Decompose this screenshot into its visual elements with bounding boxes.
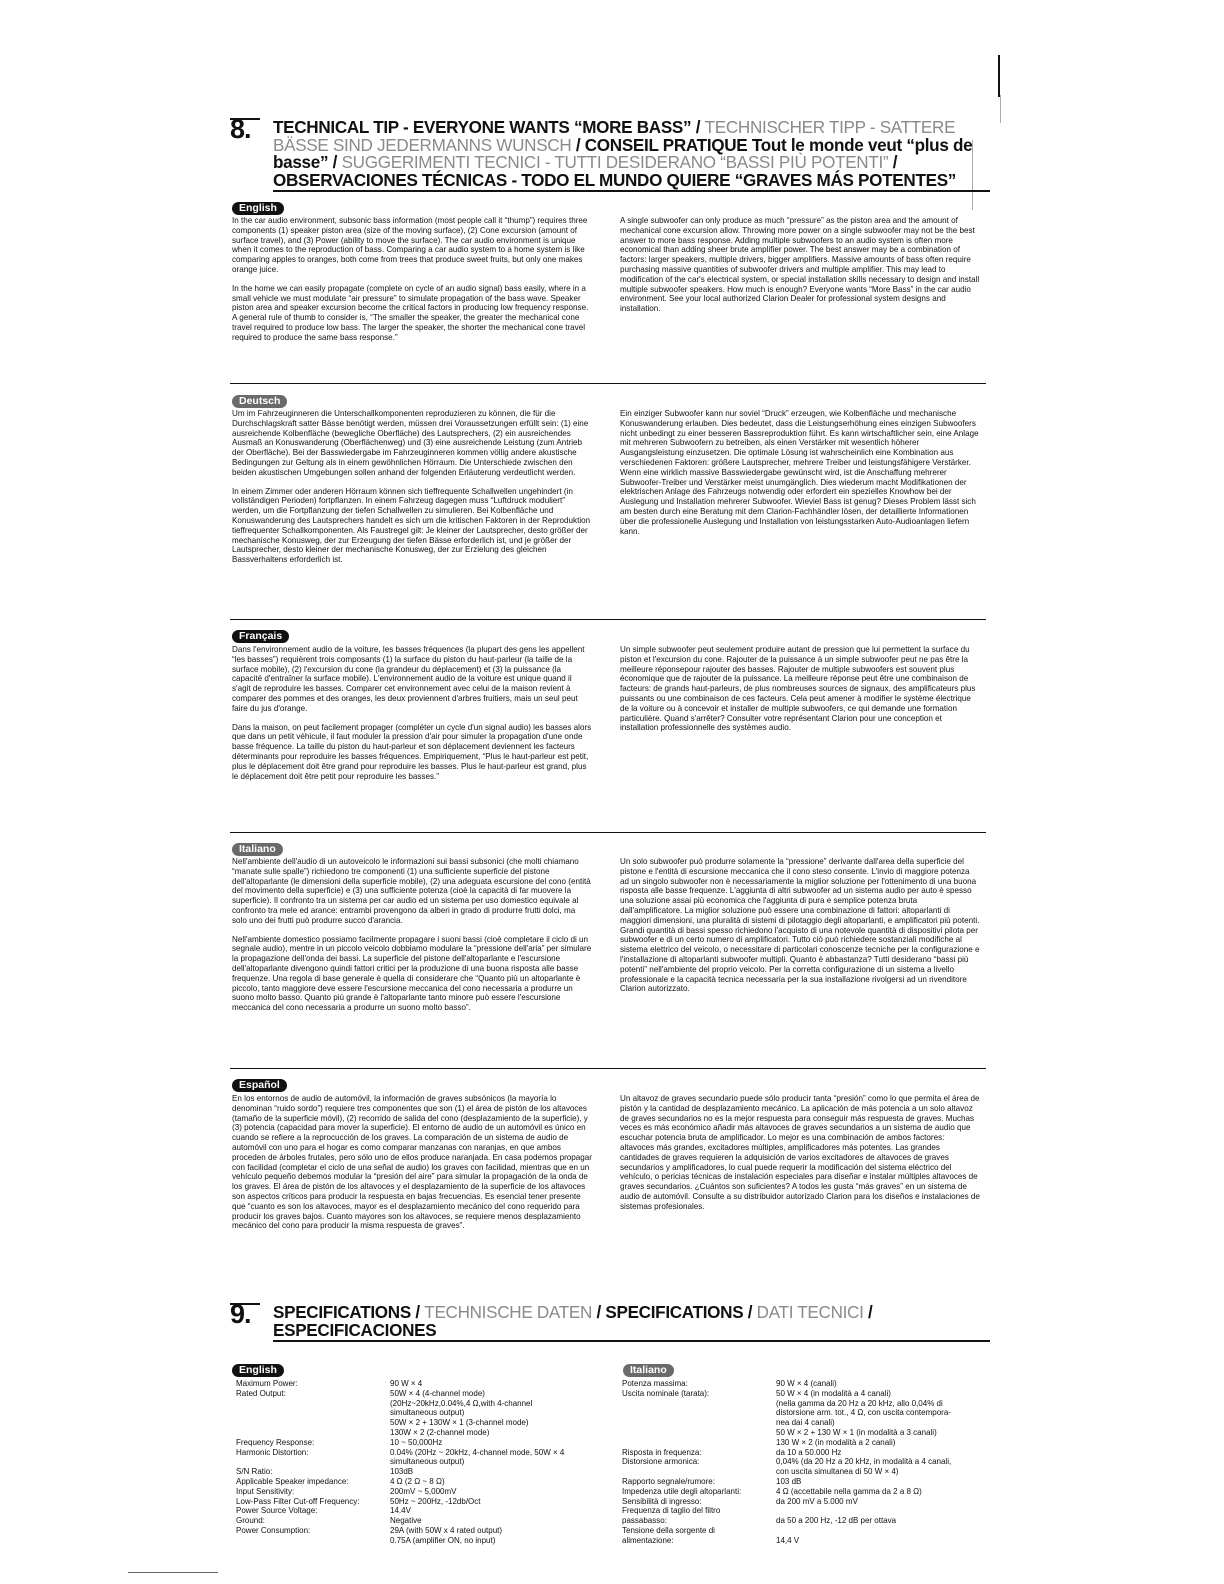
- spec-value: 50Hz ~ 200Hz, -12db/Oct: [390, 1496, 481, 1506]
- deutsch-text-left: [232, 409, 592, 565]
- spec-value: 50 W × 4 (in modalità a 4 canali): [776, 1388, 891, 1398]
- spec-value: nea dai 4 canali): [776, 1418, 835, 1428]
- paragraph: En los entornos de audio de automóvil, la información de graves subsónicos (la mayoría lo denominan “ruido sordo”) requiere tres componentes que son (1) el área de pistón de los altavoces (tamaño de la superficie móvil), (2) recorrido de salida del cono (desplazamiento de la superficie), y (3) potencia (capacidad para mover la superficie). El entorno de audio de un automóvil es único en cuando se refiere a la reprocucción de los graves. La comparación de un sistema de audio de automóvil con uno para el hogar es como comparar manzanas con naranjas, en que ambos proceden de árboles frutales, pero sólo uno de ellos produce naranjada. En casa podemos propagar con facilidad (completar el ciclo de una señal de audio) los graves con facilidad, mientras que en un vehículo pequeño debemos modular la “presión del aire” para simular la propagación de la onda de los graves. El área de pistón de los altavoces y el desplazamiento de la superficie de los altavoces son aspectos críticos para producir la respuesta en bajas frecuencias. Es esencial tener presente que “cuanto es son los altavoces, mayor es el desplazamiento mecánico del cono requerido para producir los graves bajos. Cuanto mayores son los altavoces, se requiere menos desplazamiento mecánico del cono para producir la misma respuesta de graves”.: [232, 1094, 592, 1231]
- title-part: / SPECIFICATIONS /: [592, 1303, 757, 1322]
- spec-row: [622, 1497, 992, 1507]
- spec-label: Rated Output:: [236, 1388, 286, 1398]
- spec-label: Risposta in frequenza:: [622, 1447, 702, 1457]
- language-badge-francais: Français: [232, 630, 289, 643]
- spec-value: 0,04% (da 20 Hz a 20 kHz, in modalità a 4 canali,: [776, 1457, 952, 1467]
- spec-value: simultaneous output): [390, 1457, 465, 1467]
- spec-table-english: [236, 1379, 606, 1546]
- spec-label: [622, 1408, 776, 1418]
- spec-value: 103dB: [390, 1467, 414, 1477]
- spec-row: [622, 1516, 992, 1526]
- spec-value: 200mV ~ 5,000mV: [390, 1486, 457, 1496]
- spec-row: [236, 1408, 606, 1418]
- spec-row: [236, 1457, 606, 1467]
- spec-value: 0.75A (amplifier ON, no input): [390, 1535, 496, 1545]
- spec-label: Input Sensitivity:: [236, 1486, 295, 1496]
- paragraph: Ein einziger Subwoofer kann nur soviel “Druck” erzeugen, wie Kolbenfläche und mechanische Konuswanderung erlauben. Dies bedeutet, dass die Leistungserhöhung eines einzigen Subwoofers nicht unbedingt zu einer besseren Bassreproduktion führt. Es kann wirtschaftlicher sein, eine Anlage mit mehreren Subwoofern zu betreiben, als einen Verstärker mit wesentlich höherer Ausgangsleistung einzusetzen. Die optimale Lösung ist wahrscheinlich eine Kombination aus verschiedenen Faktoren: größere Lautsprecher, mehrere Treiber und leistungsfähigere Verstärker. Wenn eine wirklich massive Basswiedergabe gewünscht wird, ist die Anschaffung mehrerer Subwoofer-Treiber und Verstärker meist unumgänglich. Dies wiederum macht Modifikationen der elektrischen Anlage des Fahrzeugs notwendig oder erfordert ein spezielles Knowhow bei der Auslegung und Installation mehrerer Subwoofer. Wieviel Bass ist genug? Dieses Problem lässt sich am besten durch eine Beratung mit dem Clarion-Fachhändler lösen, der detaillierte Informationen über die professionelle Auslegung und Installation von leistungsstarken Auto-Audioanlagen liefern kann.: [620, 409, 979, 536]
- spec-row: [622, 1379, 992, 1389]
- spec-value: [776, 1526, 992, 1536]
- francais-text-right: [620, 645, 980, 733]
- spec-value: 10 ~ 50,000Hz: [390, 1437, 443, 1447]
- spec-value: da 50 a 200 Hz, -12 dB per ottava: [776, 1516, 897, 1526]
- spec-value: 0.04% (20Hz ~ 20kHz, 4-channel mode, 50W × 4: [390, 1447, 565, 1457]
- english-text-right: [620, 216, 980, 314]
- spec-row: [622, 1526, 992, 1536]
- spec-label: S/N Ratio:: [236, 1467, 273, 1477]
- spec-row: [622, 1438, 992, 1448]
- spec-value: Negative: [390, 1516, 422, 1526]
- language-badge-english: English: [232, 202, 284, 215]
- section-divider: [230, 619, 986, 620]
- english-text-left: [232, 216, 592, 343]
- spec-row: [236, 1448, 606, 1458]
- spec-label: Ground:: [236, 1516, 265, 1526]
- spec-value: 90 W × 4: [390, 1379, 423, 1388]
- spec-label: [236, 1536, 390, 1546]
- spec-value: 130W × 2 (2-channel mode): [390, 1427, 490, 1437]
- spec-value: 50W × 4 (4-channel mode): [390, 1388, 485, 1398]
- section-number: 9.: [230, 1299, 251, 1329]
- spec-label: Maximum Power:: [236, 1379, 298, 1388]
- paragraph: In the home we can easily propagate (complete on cycle of an audio signal) bass easily, where in a small vehicle we must modulate “air pressure” to simulate propagation of the bass wave. Speaker piston area and speaker excursion become the critical factors in producing low frequency response. A general rule of thumb to consider is, “The smaller the speaker, the greater the mechanical cone travel required to produce low bass. The larger the speaker, the shorter the mechanical cone travel required to produce the same bass response.”: [232, 283, 589, 342]
- title-part: / CONSEIL PRATIQUE Tout le monde veut “plus de basse” /: [273, 135, 973, 172]
- language-badge-italiano: Italiano: [232, 843, 283, 856]
- spec-label: [622, 1418, 776, 1428]
- spec-label: Applicable Speaker impedance:: [236, 1476, 349, 1486]
- heading-rule-bottom: [273, 190, 990, 192]
- language-badge-espanol: Español: [232, 1079, 287, 1092]
- language-badge-deutsch: Deutsch: [232, 395, 287, 408]
- spec-value: (nella gamma da 20 Hz a 20 kHz, allo 0,04% di: [776, 1398, 943, 1408]
- spec-label: [236, 1399, 390, 1409]
- spec-label: Harmonic Distortion:: [236, 1447, 309, 1457]
- spec-row: [622, 1448, 992, 1458]
- spec-value: 50W × 2 + 130W × 1 (3-channel mode): [390, 1418, 529, 1428]
- espanol-text-right: [620, 1094, 980, 1212]
- margin-line: [1000, 95, 1001, 123]
- spec-value: distorsione arm. tot., 4 Ω, con uscita contempora-: [776, 1408, 951, 1418]
- spec-label: [622, 1428, 776, 1438]
- paragraph: In the car audio environment, subsonic bass information (most people call it “thump”) requires three components (1) speaker piston area (size of the moving surface), (2) Cone excursion (amount of surface travel), and (3) Power (ability to move the surface). The car audio environment is unique when it comes to the reproduction of bass. Comparing a car audio system to a home system is like comparing apples to oranges, both come from trees that produce sweet fruits, but only one makes orange juice.: [232, 216, 588, 274]
- spec-row: [622, 1428, 992, 1438]
- spec-row: [622, 1467, 992, 1477]
- title-part: TECHNISCHER TIPP - SATTERE BÄSSE SIND JEDERMANNS WUNSCH: [273, 118, 956, 155]
- spec-value: con uscita simultanea di 50 W × 4): [776, 1467, 899, 1477]
- spec-row: [622, 1487, 992, 1497]
- spec-label: Power Source Voltage:: [236, 1506, 318, 1516]
- paragraph: Un solo subwoofer può produrre solamente la “pressione” derivante dall'area della superficie del pistone e l'entità di escursione meccanica che il cono steso consente. L'invio di maggiore potenza ad un singolo subwoofer non è necessariamente la miglior soluzione per l'ottenimento di una buona risposta alle basse frequenze. L'aggiunta di altri subwoofer ad un sistema audio per auto è spesso una soluzione assai più economica che l'aggiunta di pura e semplice potenza bruta dall'amplificatore. La miglior soluzione può essere una combinazione di fattori: altoparlanti di maggiori dimensioni, una pluralità di sistemi di pilotaggio degli altoparlanti, e amplificatori più potenti. Grandi quantità di bassi spesso richiedono l'acquisto di una notevole quantità di dispositivi pilota per subwoofer e di un certo numero di amplificatori. Tutto ciò può richiedere sostanziali modifiche al sistema elettrico del veicolo, o necessitare di particolari conoscenze tecniche per la configurazione e l'installazione di altoparlanti subwoofer multipli. Quanto è abbastanza? Tutti desiderano “bassi più potenti” nell'ambiente del proprio veicolo. Per la corretta configurazione di un sistema a livello professionale e la capacità tecnica necessaria per la sua installazione rivolgersi ad un rivenditore Clarion autorizzato.: [620, 857, 980, 994]
- heading-rule-bottom: [273, 1340, 990, 1342]
- spec-label: [622, 1438, 776, 1448]
- spec-value: [776, 1506, 992, 1516]
- section-divider: [230, 1068, 986, 1069]
- spec-value: (20Hz~20kHz,0.04%,4 Ω,with 4-channel: [390, 1398, 533, 1408]
- spec-label: [236, 1408, 390, 1418]
- section-divider: [230, 832, 986, 833]
- spec-label: [236, 1418, 390, 1428]
- spec-value: 29A (with 50W x 4 rated output): [390, 1525, 503, 1535]
- spec-label: [236, 1457, 390, 1467]
- spec-row: [236, 1379, 606, 1389]
- title-part: / ESPECIFICACIONES: [273, 1303, 873, 1340]
- spec-value: 4 Ω (2 Ω ~ 8 Ω): [390, 1476, 445, 1486]
- spec-row: [622, 1418, 992, 1428]
- spec-label: Power Consumption:: [236, 1525, 311, 1535]
- paragraph: Nell'ambiente domestico possiamo facilmente propagare i suoni bassi (cioè completare il ciclo di un segnale audio), mentre in un piccolo veicolo dobbiamo modulare la “pressione dell'aria” per simulare la propagazione dell'onda dei bassi. La superficie del pistone dell'altoparlante e l'escursione dell'altoparlante divengono quindi fattori critici per la produzione di una buona risposta alle basse frequenze. Una regola di base generale è quella di considerare che “Quanto più un altoparlante è piccolo, tanto maggiore deve essere l'escursione meccanica del cono necessaria a produrre un suono molto basso. Quanto più grande è l'altoparlante tanto minore può essere l'escursione meccanica del cono necessaria a produrre un suono molto basso”.: [232, 934, 592, 1013]
- spec-row: [622, 1389, 992, 1399]
- spec-value: 14,4 V: [776, 1535, 800, 1545]
- spec-row: [236, 1389, 606, 1399]
- spec-value: da 200 mV a 5.000 mV: [776, 1496, 858, 1506]
- spec-row: [236, 1418, 606, 1428]
- spec-row: [236, 1477, 606, 1487]
- spec-row: [622, 1506, 992, 1516]
- spec-value: 103 dB: [776, 1476, 802, 1486]
- spec-value: 130 W × 2 (in modalità a 2 canali): [776, 1437, 896, 1447]
- section-title: [273, 1304, 990, 1339]
- spec-row: [236, 1516, 606, 1526]
- spec-value: da 10 a 50.000 Hz: [776, 1447, 842, 1457]
- paragraph: In einem Zimmer oder anderen Hörraum können sich tieffrequente Schallwellen ungehindert (in vollständigen Perioden) fortpflanzen. In einem Fahrzeug dagegen muss “Luftdruck moduliert” werden, um die Fortpflanzung der tiefen Schallwellen zu simulieren. Bei Kolbenfläche und Konuswanderung des Lautsprechers handelt es sich um die kritischen Faktoren in der Reproduktion tieffrequenter Schallkomponenten. Als Faustregel gilt: Je kleiner der Lautsprecher, desto größer der mechanische Konusweg, der zur Erzeugung der tiefen Bässe erforderlich ist, und je größer der Lautsprecher, desto kleiner der mechanische Konusweg, der zur Erzielung des gleichen Bassverhaltens erforderlich ist.: [232, 486, 591, 565]
- spec-value: 90 W × 4 (canali): [776, 1379, 837, 1388]
- spec-row: [236, 1487, 606, 1497]
- language-badge-italiano: Italiano: [623, 1364, 674, 1377]
- spec-label: [622, 1467, 776, 1477]
- paragraph: A single subwoofer can only produce as much “pressure” as the piston area and the amount of mechanical cone excursion allow. Throwing more power on a single subwoofer may not be the best answer to more bass response. Adding multiple subwoofers to an audio system is often more economical than adding sheer brute amplifier power. The best answer may be a combination of factors: larger speakers, multiple drivers, bigger amplifiers. Massive amounts of bass often require purchasing massive quantities of subwoofer drivers and multiple amplifier. This may lead to modification of the car's electrical system, or special installation skills necessary to design and install multiple subwoofer speakers. How much is enough? Everyone wants “More Bass” in the car audio environment. See your local authorized Clarion Dealer for professional system designs and installation.: [620, 216, 980, 314]
- italiano-text-right: [620, 857, 980, 994]
- spec-row: [236, 1438, 606, 1448]
- spec-row: [236, 1428, 606, 1438]
- spec-label: Frequenza di taglio del filtro: [622, 1506, 721, 1516]
- spec-value: simultaneous output): [390, 1408, 465, 1418]
- registration-mark: [998, 55, 1000, 97]
- spec-row: [236, 1506, 606, 1516]
- spec-row: [622, 1477, 992, 1487]
- spec-label: Distorsione armonica:: [622, 1457, 700, 1467]
- paragraph: Un simple subwoofer peut seulement produire autant de pression que lui permettent la surface du piston et l'excursion du cone. Rajouter de la puissance à un simple subwoofer peut ne pas être la meilleure réponsepour rajouter des basses. Rajouter de multiple subwoofers est souvent plus économique que de rajouter de la puissance. La meilleure réponse peut être une combinaison de facteurs: de grands haut-parleurs, de plus nombreuses sources de signaux, des amplificateurs plus puissants ou une combinaison de ces facteurs. Cela peut amener à modifier le système électrique de la voiture ou à concevoir et installer de multiple subwoofers, ce qui demande une formation particulière. Quand s'arrêter? Consulter votre représentant Clarion pour une conception et installation professionnelle des systèmes audio.: [620, 645, 976, 733]
- francais-text-left: [232, 645, 592, 781]
- spec-row: [236, 1399, 606, 1409]
- spec-row: [622, 1457, 992, 1467]
- section-number: 8.: [230, 114, 251, 144]
- spec-label: Sensibilità di ingresso:: [622, 1496, 702, 1506]
- title-part: TECHNISCHE DATEN: [424, 1303, 593, 1322]
- paragraph: Dans la maison, on peut facilement propager (compléter un cycle d'un signal audio) les basses alors que dans un petit véhicule, il faut moduler la pression d'air pour simuler la propagation d'une onde basse fréquence. La taille du piston du haut-parleur et son déplacement deviennent les facteurs déterminants pour reproduire les basses fréquences. Empiriquement, “Plus le haut-parleur est petit, plus le déplacement doit être grand pour reproduire les basses. Plus le haut-parleur est grand, plus le déplacement doit être petit pour reproduire les basses.”: [232, 722, 592, 781]
- spec-row: [236, 1536, 606, 1546]
- paragraph: Dans l'environnement audio de la voiture, les basses fréquences (la plupart des gens les appellent “les basses”) requièrent trois composants (1) la surface du piston du haut-parleur (la taille de la surface mobile), (2) l'excursion du cone (la grandeur du déplacement) et (3) la puissance (la capacité d'entraîner la surface mobile). L'environnement audio de la voiture est unique quand il s'agit de reproduire les basses. Comparer cet environnement avec celui de la maison revient à comparer des pommes et des oranges, les deux proviennent d'arbres fruitiers, mais un seul peut faire du jus d'orange.: [232, 645, 585, 713]
- italiano-text-left: [232, 857, 592, 1013]
- title-part: / OBSERVACIONES TÉCNICAS - TODO EL MUNDO QUIERE “GRAVES MÁS POTENTES”: [273, 153, 957, 190]
- spec-value: 14.4V: [390, 1506, 411, 1516]
- spec-row: [236, 1467, 606, 1477]
- deutsch-text-right: [620, 409, 980, 536]
- spec-label: Potenza massima:: [622, 1379, 688, 1388]
- spec-label: Rapporto segnale/rumore:: [622, 1476, 715, 1486]
- spec-label: [622, 1399, 776, 1409]
- spec-label: passabasso:: [622, 1516, 667, 1526]
- spec-table-italiano: [622, 1379, 992, 1546]
- title-part: SPECIFICATIONS /: [273, 1303, 425, 1322]
- spec-value: 4 Ω (accettabile nella gamma da 2 a 8 Ω): [776, 1486, 922, 1496]
- espanol-text-left: [232, 1094, 592, 1231]
- spec-row: [622, 1399, 992, 1409]
- spec-label: alimentazione:: [622, 1535, 674, 1545]
- title-part: SUGGERIMENTI TECNICI - TUTTI DESIDERANO “BASSI PIÙ POTENTI”: [341, 153, 889, 172]
- title-part: TECHNICAL TIP - EVERYONE WANTS “MORE BASS” /: [273, 118, 705, 137]
- spec-value: 50 W × 2 + 130 W × 1 (in modalità a 3 canali): [776, 1427, 937, 1437]
- spec-label: Tensione della sorgente di: [622, 1525, 715, 1535]
- section-title: [273, 119, 990, 189]
- language-badge-english: English: [232, 1364, 284, 1377]
- spec-label: Low-Pass Filter Cut-off Frequency:: [236, 1496, 360, 1506]
- paragraph: Un altavoz de graves secundario puede sólo producir tanta “presión” como lo que permita el área de pistón y la cantidad de desplazamiento mecánico. La aplicación de más potencia a un solo altavoz de graves secundarios no es la mejor respuesta para conseguir más respuesta de graves. Muchas veces es más económico añadir más altavoces de graves secundarios a un sistema de audio que escuchar potencia bruta de amplificador. Lo mejor es una combinación de ambos factores: altavoces más grandes, excitadores múltiples, amplificadores más potentes. Las grandes cantidades de graves requieren la adquisición de varios excitadores de altavoces de graves secundarios y amplificadores, lo cual puede requerir la modificación del sistema eléctrico del vehículo, o pericias técnicas de instalación especiales para diseñar e instalar múltiples altavoces de graves secundarios. ¿Cuántos son suficientes? A todos les gusta “más graves” en un sistema de audio de automóvil. Consulte a su distribuidor autorizado Clarion para los diseños e instalaciones de sistemas profesionales.: [620, 1094, 980, 1211]
- spec-label: [236, 1428, 390, 1438]
- spec-label: Frequency Response:: [236, 1437, 315, 1447]
- section-divider: [230, 383, 986, 384]
- bottom-rule: [128, 1572, 218, 1573]
- spec-label: Uscita nominale (tarata):: [622, 1388, 710, 1398]
- paragraph: Um im Fahrzeuginneren die Unterschallkomponenten reproduzieren zu können, die für die Durchschlagskraft satter Bässe benötigt werden, müssen drei Voraussetzungen erfüllt sein: (1) eine ausreichende Kolbenfläche (bewegliche Oberfläche) des Lautsprechers, (2) ein ausreichendes Ausmaß an Konuswanderung (Oberflächenweg) und (3) eine ausreichende Leistung (zum Antrieb der Oberfläche). Bei der Basswiedergabe im Fahrzeuginneren kommen völlig andere akustische Bedingungen zur Geltung als in einem gewöhnlichen Hörraum. Die Unterschiede zwischen den beiden akustischen Umgebungen sollen anhand der folgenden Erläuterung verdeutlicht werden.: [232, 409, 589, 477]
- spec-row: [622, 1536, 992, 1546]
- spec-row: [622, 1408, 992, 1418]
- spec-row: [236, 1497, 606, 1507]
- spec-row: [236, 1526, 606, 1536]
- paragraph: Nell'ambiente dell'audio di un autoveicolo le informazioni sui bassi subsonici (che molti chiamano “manate sulle spalle”) richiedono tre componenti (1) una sufficiente superficie del pistone dell'altoparlante (le dimensioni della superficie mobile), (2) una adeguata escursione del cono (entità del movimento della superficie) e (3) una sufficiente potenza (cioè la capacità di far muovere la superficie). Il confronto tra un sistema per car audio ed un sistema per uso domestico equivale al confronto tra mele ed arance: entrambi provengono da alberi in grado di produrre frutti dolci, ma solo uno dei frutti può produrre succo d'arancia.: [232, 857, 591, 925]
- title-part: DATI TECNICI: [756, 1303, 864, 1322]
- spec-label: Impedenza utile degli altoparlanti:: [622, 1486, 742, 1496]
